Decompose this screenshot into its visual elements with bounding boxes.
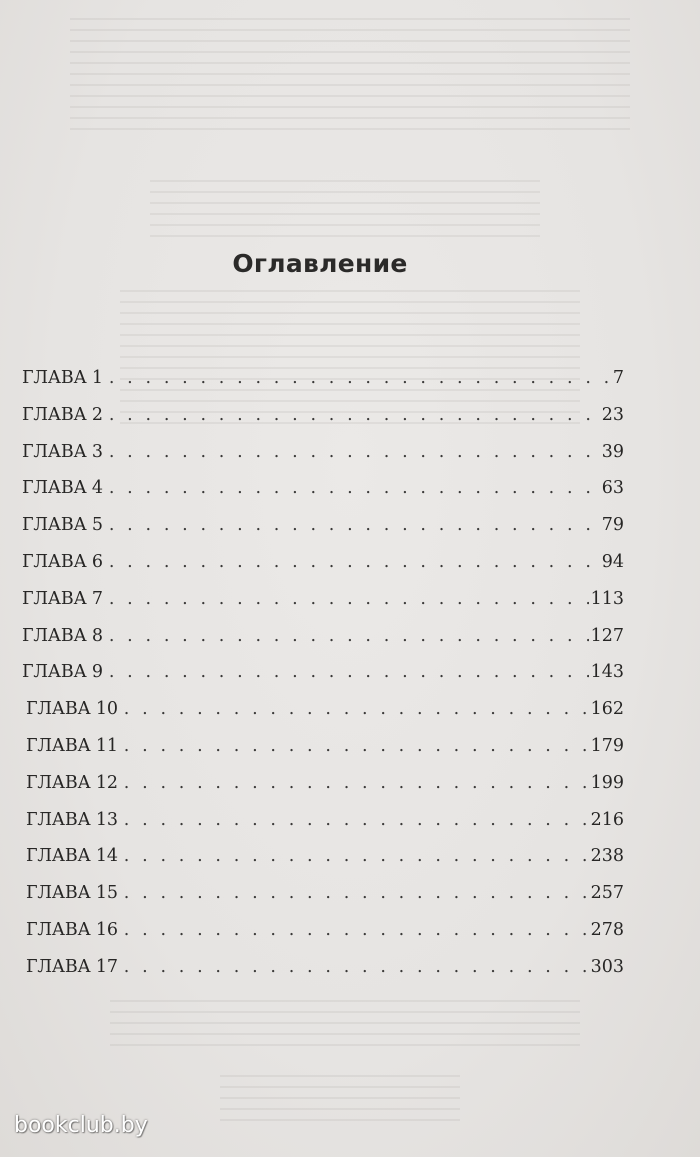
- dot-leader: [124, 736, 589, 756]
- toc-entry[interactable]: [22, 810, 624, 847]
- show-through-imprint: [220, 1075, 460, 1130]
- dot-leader: [124, 699, 589, 719]
- chapter-label: ГЛАВА 7: [22, 588, 103, 609]
- show-through-text-top: [70, 18, 630, 138]
- dot-leader: [109, 552, 600, 572]
- chapter-label: ГЛАВА 4: [22, 478, 103, 499]
- dot-leader: [109, 478, 600, 498]
- dot-leader: [109, 662, 589, 682]
- toc-entry[interactable]: [22, 846, 624, 883]
- toc-entry[interactable]: [22, 699, 624, 736]
- page-number: 257: [590, 883, 624, 904]
- page-title: Оглавление: [232, 248, 408, 278]
- chapter-label: ГЛАВА 1: [22, 368, 103, 388]
- toc-entry[interactable]: [22, 773, 624, 810]
- toc-entry[interactable]: [22, 368, 624, 405]
- toc-entry[interactable]: [22, 626, 624, 663]
- dot-leader: [109, 442, 600, 462]
- chapter-label: ГЛАВА 2: [22, 404, 103, 425]
- dot-leader: [109, 626, 589, 646]
- page-number: 79: [601, 515, 624, 536]
- chapter-label: ГЛАВА 11: [26, 735, 118, 756]
- page-number: 303: [590, 956, 624, 977]
- toc-entry[interactable]: [22, 552, 624, 589]
- page-number: 216: [590, 809, 624, 830]
- toc-entry[interactable]: [22, 442, 624, 479]
- show-through-text-bottom: [110, 1000, 580, 1050]
- chapter-label: ГЛАВА 8: [22, 625, 103, 646]
- page-number: 23: [601, 404, 624, 425]
- toc-entry[interactable]: [22, 515, 624, 552]
- dot-leader: [124, 846, 589, 866]
- page-number: 94: [601, 551, 624, 572]
- table-of-contents: [22, 368, 624, 994]
- page-number: 7: [612, 368, 624, 388]
- show-through-text-middle: [150, 180, 540, 240]
- watermark: bookclub.by: [14, 1113, 148, 1138]
- page-number: 179: [590, 735, 624, 756]
- chapter-label: ГЛАВА 9: [22, 662, 103, 683]
- chapter-label: ГЛАВА 10: [26, 699, 118, 720]
- toc-entry[interactable]: [22, 883, 624, 920]
- dot-leader: [124, 920, 589, 940]
- toc-entry[interactable]: [22, 405, 624, 442]
- toc-entry[interactable]: [22, 478, 624, 515]
- page-number: 127: [590, 625, 624, 646]
- chapter-label: ГЛАВА 16: [26, 919, 118, 940]
- page-number: 278: [590, 919, 624, 940]
- toc-entry[interactable]: [22, 736, 624, 773]
- page-number: 238: [590, 846, 624, 867]
- chapter-label: ГЛАВА 13: [26, 809, 118, 830]
- chapter-label: ГЛАВА 5: [22, 515, 103, 536]
- page-number: 143: [590, 662, 624, 683]
- chapter-label: ГЛАВА 3: [22, 441, 103, 462]
- toc-entry[interactable]: [22, 957, 624, 994]
- dot-leader: [124, 883, 589, 903]
- chapter-label: ГЛАВА 6: [22, 551, 103, 572]
- toc-entry[interactable]: [22, 662, 624, 699]
- toc-entry[interactable]: [22, 589, 624, 626]
- dot-leader: [109, 405, 600, 425]
- page-number: 39: [601, 441, 624, 462]
- chapter-label: ГЛАВА 12: [26, 772, 118, 793]
- page-number: 113: [590, 588, 624, 609]
- chapter-label: ГЛАВА 15: [26, 883, 118, 904]
- page-number: 199: [590, 772, 624, 793]
- dot-leader: [109, 589, 589, 609]
- chapter-label: ГЛАВА 17: [26, 956, 118, 977]
- page-number: 63: [601, 478, 624, 499]
- dot-leader: [124, 773, 589, 793]
- dot-leader: [124, 957, 589, 977]
- page-number: 162: [590, 699, 624, 720]
- chapter-label: ГЛАВА 14: [26, 846, 118, 867]
- toc-entry[interactable]: [22, 920, 624, 957]
- dot-leader: [124, 810, 589, 830]
- dot-leader: [109, 515, 600, 535]
- dot-leader: [109, 368, 611, 388]
